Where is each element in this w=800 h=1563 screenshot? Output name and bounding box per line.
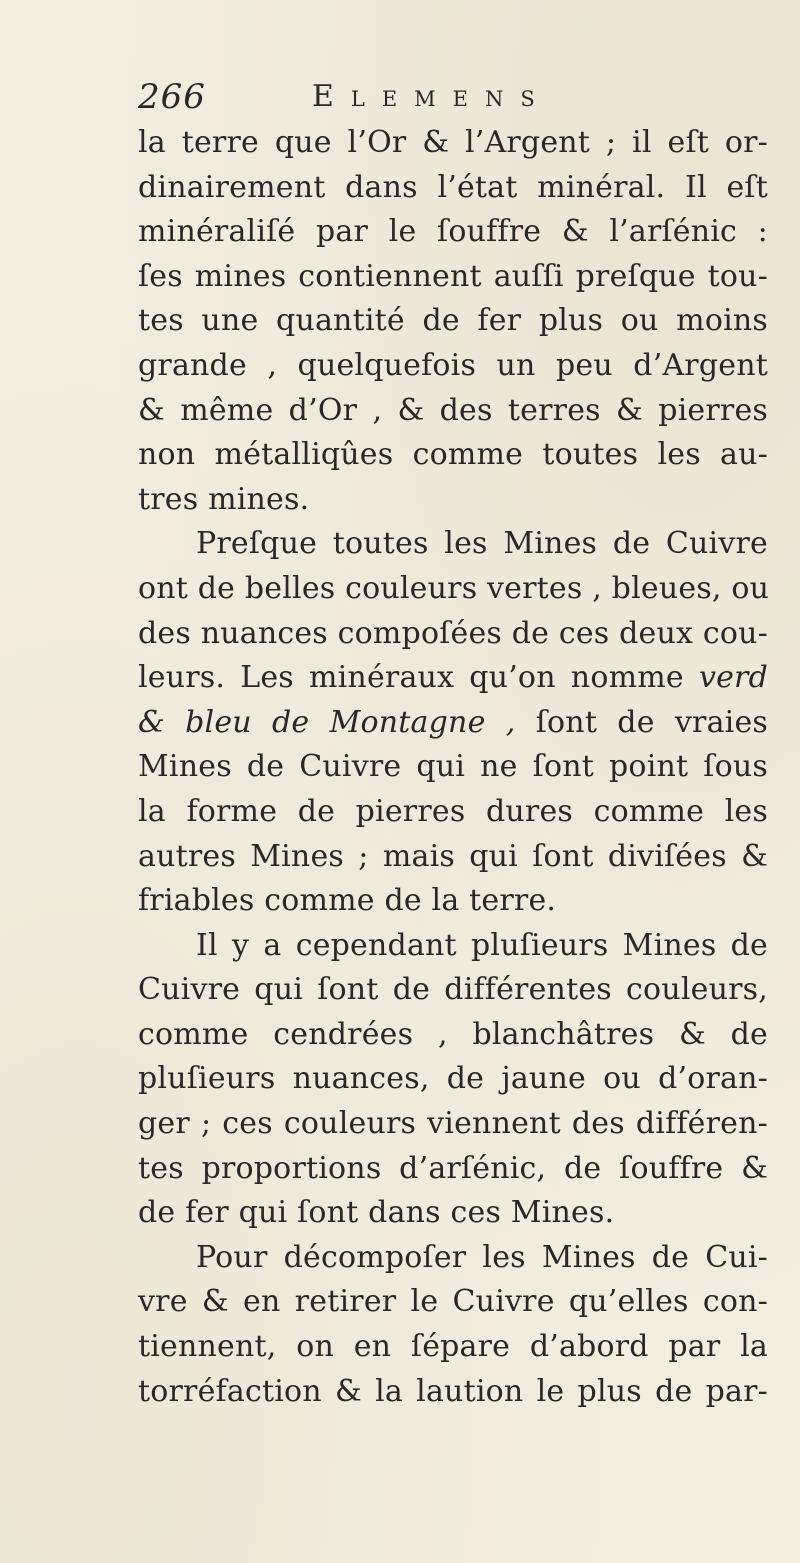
italic-term: & bleu de Montagne , [138, 704, 516, 740]
text-line: la terre que l’Or & l’Argent ; il eſt or- [138, 125, 768, 160]
text-line: vre & en retirer le Cuivre qu’elles con- [138, 1284, 768, 1320]
text-line: torréfaction & la laution le plus de par- [138, 1373, 768, 1409]
text-line: Cuivre qui ſont de différentes couleurs, [138, 972, 768, 1008]
text-line: Mines de Cuivre qui ne ſont point ſous [138, 749, 768, 785]
text-line: grande , quelquefois un peu d’Argent [138, 347, 768, 383]
text-line: pluſieurs nuances, de jaune ou d’oran- [138, 1061, 768, 1097]
text-line: tres mines. [138, 481, 310, 517]
text-line: des nuances compoſées de ces deux cou- [138, 615, 768, 651]
text-line: Il y a cependant pluſieurs Mines de [196, 927, 768, 963]
text-segment: leurs. Les minéraux qu’on nomme [138, 660, 684, 696]
text-line: de fer qui ſont dans ces Mines. [138, 1195, 615, 1231]
text-line: ger ; ces couleurs viennent des différen- [138, 1106, 768, 1142]
text-line: minéraliſé par le ſouffre & l’arſénic : [138, 214, 768, 250]
text-line: tiennent, on en ſépare d’abord par la [138, 1329, 768, 1365]
text-line: autres Mines ; mais qui ſont diviſées & [138, 838, 768, 874]
text-line: ſes mines contiennent auſſi preſque tou- [138, 258, 768, 294]
running-title: Elemens [312, 79, 552, 114]
text-line: comme cendrées , blanchâtres & de [138, 1016, 768, 1052]
text-segment: ſont de vraies [535, 704, 768, 740]
italic-term: verd [698, 660, 768, 696]
text-line: & même d’Or , & des terres & pierres [138, 392, 768, 428]
text-line: tes une quantité de fer plus ou moins [138, 303, 768, 339]
page-number: 266 [138, 77, 206, 117]
text-line [138, 701, 768, 746]
body-text [138, 121, 768, 1414]
running-head [138, 72, 758, 122]
text-line: ont de belles couleurs vertes , bleues, ou [138, 570, 770, 606]
text-line: tes proportions d’arſénic, de ſouffre & [138, 1150, 768, 1186]
text-line: dinairement dans l’état minéral. Il eſt [138, 169, 768, 205]
text-line: non métalliqûes comme toutes les au- [138, 437, 768, 473]
text-line [138, 656, 768, 701]
text-line: friables comme de la terre. [138, 883, 557, 919]
text-line: Preſque toutes les Mines de Cuivre [196, 526, 768, 562]
text-line: Pour décompoſer les Mines de Cui- [196, 1239, 768, 1275]
text-line: la forme de pierres dures comme les [138, 793, 768, 829]
